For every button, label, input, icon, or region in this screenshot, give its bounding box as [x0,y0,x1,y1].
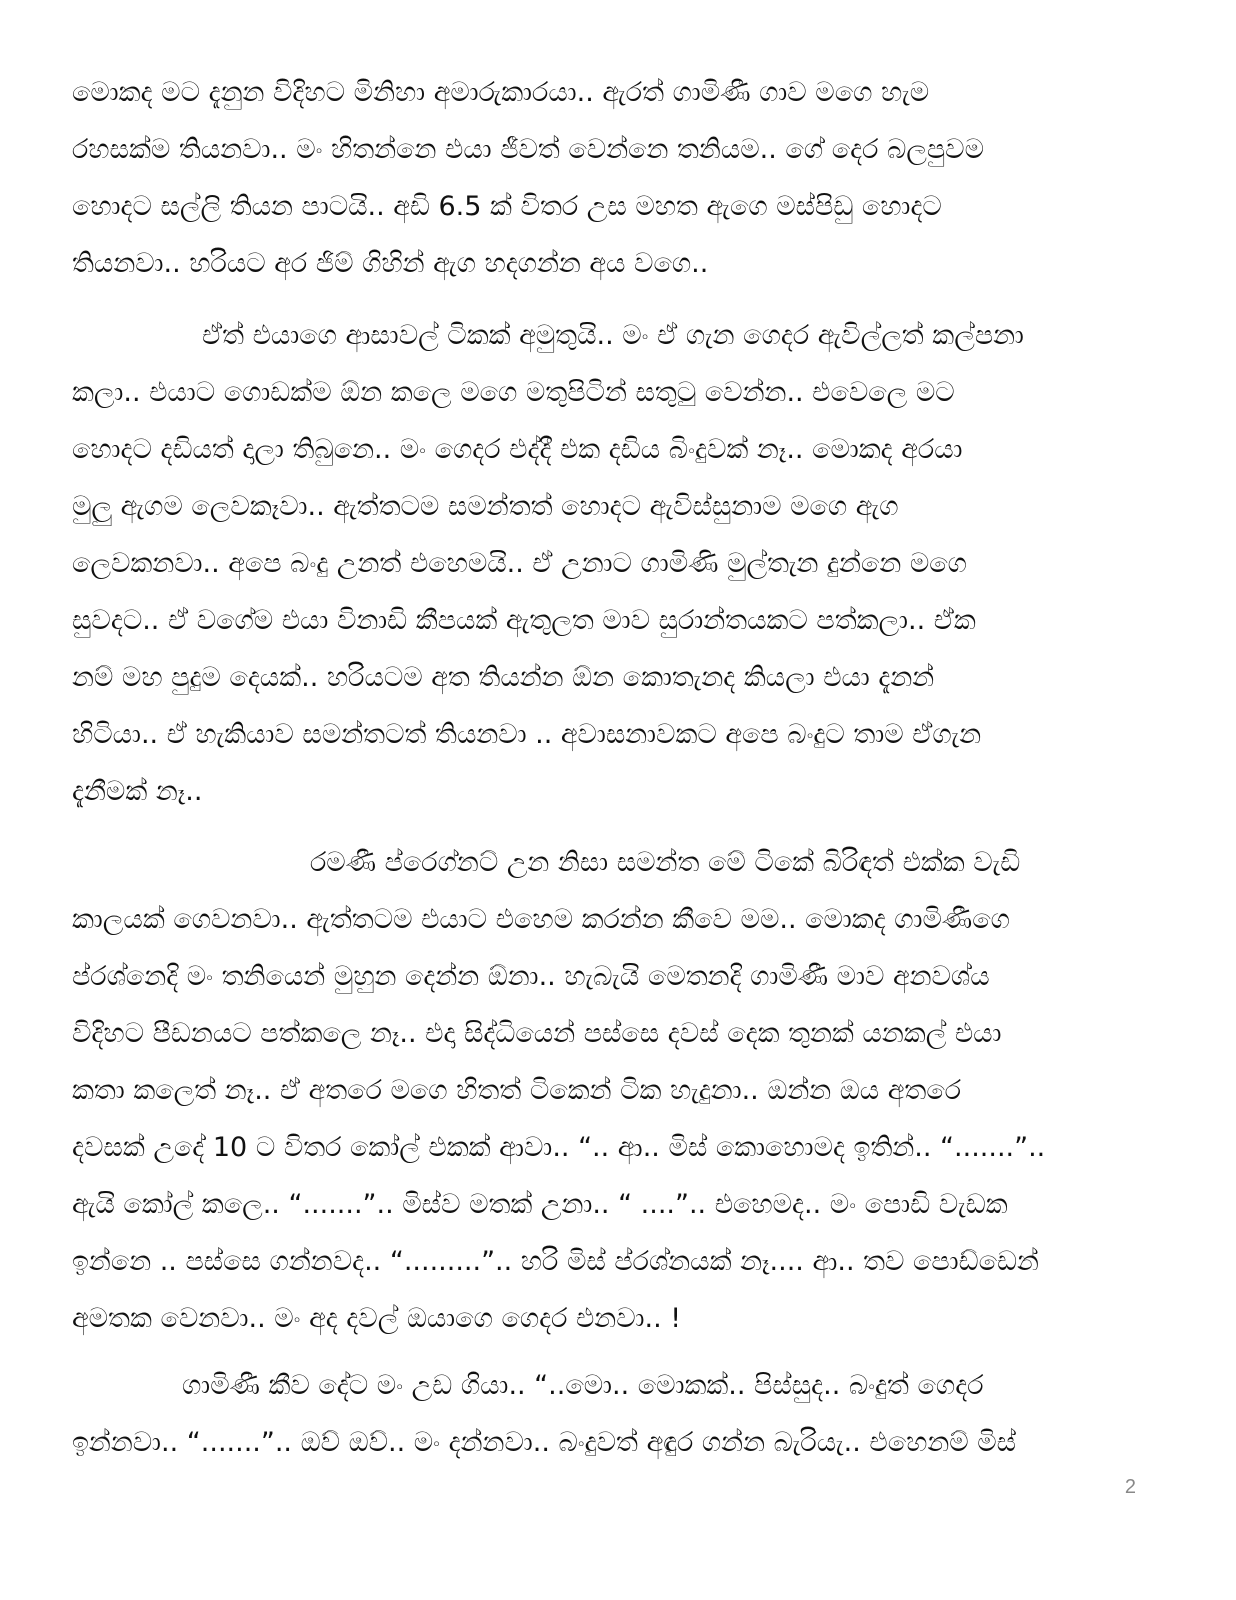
paragraph-2 [72,307,1152,820]
text-line: හොදට දඩියත් දාලා තිබුනෙ.. මං ගෙදර එද්දී එක දඩිය බිංදුවක් නෑ.. මොකද අරයා [72,434,963,465]
text-line: ලෙවකනවා.. අපෙ බංදු උනත් එහෙමයි.. ඒ උනාට ගාමිණි මුල්තැන දුන්නෙ මගෙ [72,548,967,579]
page-number: 2 [1124,1476,1136,1498]
text-line: ඒත් එයාගෙ ආසාවල් ටිකක් අමුතුයි.. මං ඒ ගැන ගෙදර ඇවිල්ලත් කල්පනා [202,320,1024,351]
text-line: කතා කලෙත් නෑ.. ඒ අතරෙ මගෙ හිතත් ටිකෙන් ටික හැදුනා.. ඔන්න ඔය අතරෙ [72,1075,962,1106]
text-line: ඉන්නවා.. “.......”.. ඔව් ඔව්.. මං දන්නවා.. බංදුවත් අඳුර ගන්න බැරියැ.. එහෙනම් මිස් [72,1427,1017,1458]
paragraph-1 [72,64,1152,292]
text-line: ඉන්නෙ .. පස්සෙ ගන්නවද.. “.........”.. හරි මිස් ප්රශ්නයක් නෑ.... ආ.. තව පොඩ්ඩෙන් [72,1246,1039,1277]
text-line: දවසක් උදේ 10 ට විතර කෝල් එකක් ආවා.. “.. ආ.. මිස් කොහොමද ඉතින්.. “.......”.. [72,1132,1046,1163]
text-line: කලා.. එයාට ගොඩක්ම ඕන කලෙ මගෙ මතුපිටින් සතුටු වෙන්න.. එවෙලෙ මට [72,377,955,408]
text-line: නම් මහ පුදුම දෙයක්.. හරියටම අත තියන්න ඕන කොතැනද කියලා එයා දැනන් [72,662,935,693]
text-line: අමතක වෙනවා.. මං අද දවල් ඔයාගෙ ගෙදර එනවා.. ! [72,1303,682,1334]
text-line: විදිහට පීඩනයට පත්කලෙ නෑ.. එදා සිද්ධියෙන් පස්සෙ දවස් දෙක තුනක් යනකල් එයා [72,1018,1002,1049]
text-line: හිටියා.. ඒ හැකියාව සමන්තටත් තියනවා .. අවාසනාවකට අපෙ බංදුට තාම ඒගැන [72,719,982,750]
text-line: හොදට සල්ලි තියන පාටයි.. අඩි 6.5 ක් විතර උස මහත ඇගෙ මස්පිඩු හොදට [72,191,942,222]
text-line: මොකද මට දැනුන විදිහට මිනිහා අමාරුකාරයා.. ඇරත් ගාමිණී ගාව මගෙ හැම [72,77,930,108]
text-line: කාලයක් ගෙවනවා.. ඇත්තටම එයාට එහෙම කරන්න කීවෙ මම.. මොකද ගාමිණීගෙ [72,904,1010,935]
text-line: ඇයි කෝල් කලෙ.. “.......”.. මිස්ව මතක් උනා.. “ ....”.. එහෙමද.. මං පොඩි වැඩක [72,1189,1008,1220]
text-line: ප්රශ්නෙදි මං තනියෙන් මුහුන දෙන්න ඕනා.. හැබැයි මෙතනදි ගාමිණී මාව අනවශ්ය [72,961,990,992]
text-line: දැනීමක් නෑ.. [72,776,203,807]
text-line: ගාමිණී කීව දේට මං උඩ ගියා.. “..මො.. මොකක්.. පිස්සුද.. බංදුත් ගෙදර [182,1370,984,1401]
text-line: සුවදට.. ඒ වගේම එයා විනාඩි කීපයක් ඇතුලත මාව සුරාන්තයකට පත්කලා.. ඒක [72,605,976,636]
text-line: තියනවා.. හරියට අර ජිම් ගිහින් ඇග හදගන්න අය වගෙ.. [72,248,709,279]
text-line: රහසක්ම තියනවා.. මං හිතන්නෙ එයා ජීවත් වෙන්නෙ තනියම.. ගේ දෙර බලපුවම [72,134,984,165]
text-line: මුලු ඇගම ලෙවකෑවා.. ඇත්තටම සමන්තත් හොදට ඇවිස්සුනාම මගෙ ඇග [72,491,899,522]
paragraph-4 [72,1357,1152,1471]
text-line: රමණී ප්රෙග්නට් උන නිසා සමන්ත මේ ටිකේ බිරිඳත් එක්ක වැඩි [310,847,1021,878]
paragraph-3 [72,834,1152,1347]
